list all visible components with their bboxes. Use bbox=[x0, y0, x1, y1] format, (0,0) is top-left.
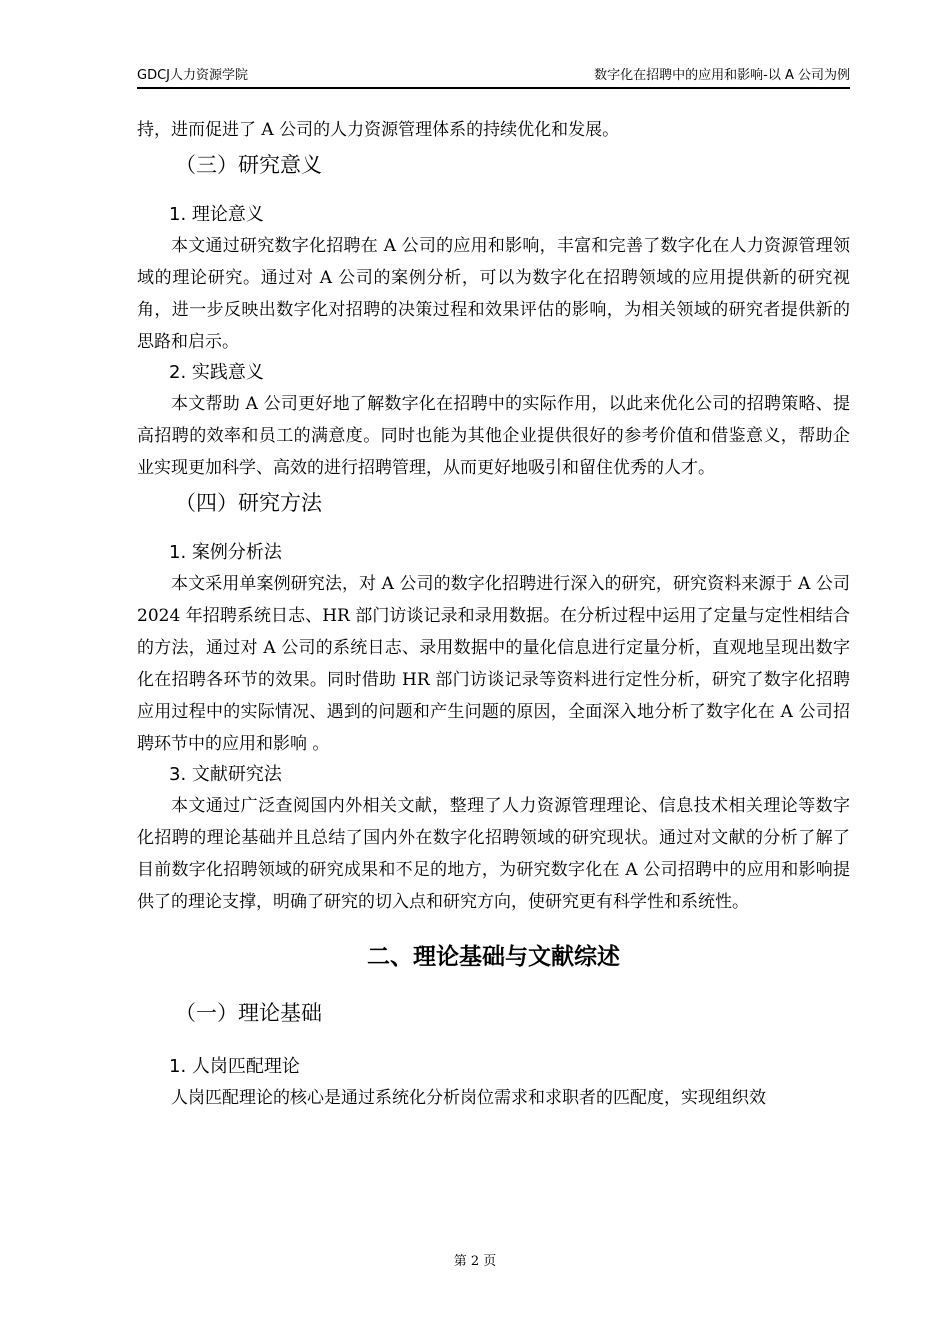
page-body bbox=[137, 114, 850, 1114]
heading-person-job-fit: 1. 人岗匹配理论 bbox=[169, 1056, 300, 1077]
heading-theoretical-basis: （一）理论基础 bbox=[175, 1001, 322, 1025]
header-title: 数字化在招聘中的应用和影响-以 A 公司为例 bbox=[594, 68, 850, 83]
paragraph-theoretical-significance: 本文通过研究数字化招聘在 A 公司的应用和影响，丰富和完善了数字化在人力资源管理领域的理论研究。通过对 A 公司的案例分析，可以为数字化在招聘领域的应用提供新的研究视角，进一步反映出数字化对招聘的决策过程和效果评估的影响，为相关领域的研究者提供新的思路和启示。 bbox=[137, 236, 850, 352]
heading-case-study: 1. 案例分析法 bbox=[169, 542, 282, 563]
paragraph-literature-research: 本文通过广泛查阅国内外相关文献，整理了人力资源管理理论、信息技术相关理论等数字化招聘的理论基础并且总结了国内外在数字化招聘领域的研究现状。通过对文献的分析了解了目前数字化招聘领域的研究成果和不足的地方，为研究数字化在 A 公司招聘中的应用和影响提供了的理论支撑，明确了研究的切入点和研究方向，使研究更有科学性和系统性。 bbox=[137, 796, 850, 912]
heading-literature-research: 3. 文献研究法 bbox=[169, 764, 282, 785]
chapter-title: 二、理论基础与文献综述 bbox=[367, 944, 620, 970]
paragraph-continuation: 持，进而促进了 A 公司的人力资源管理体系的持续优化和发展。 bbox=[137, 120, 620, 140]
header-institution: GDCJ人力资源学院 bbox=[137, 68, 248, 83]
paragraph-case-study: 本文采用单案例研究法，对 A 公司的数字化招聘进行深入的研究，研究资料来源于 A 公司 2024 年招聘系统日志、HR 部门访谈记录和录用数据。在分析过程中运用了定量与定性相结合的方法，通过对 A 公司的系统日志、录用数据中的量化信息进行定量分析，直观地呈现出数字化在招聘各环节的效果。同时借助 HR 部门访谈记录等资料进行定性分析，研究了数字化招聘应用过程中的实际情况、遇到的问题和产生问题的原因，全面深入地分析了数字化在 A 公司招聘环节中的应用和影响 。 bbox=[137, 574, 850, 754]
header-divider bbox=[137, 87, 850, 89]
page-number: 第 2 页 bbox=[453, 1254, 497, 1269]
paragraph-practical-significance: 本文帮助 A 公司更好地了解数字化在招聘中的实际作用，以此来优化公司的招聘策略、提高招聘的效率和员工的满意度。同时也能为其他企业提供很好的参考价值和借鉴意义，帮助企业实现更加科学、高效的进行招聘管理，从而更好地吸引和留住优秀的人才。 bbox=[137, 394, 850, 478]
heading-research-methods: （四）研究方法 bbox=[175, 491, 322, 515]
paragraph-person-job-fit: 人岗匹配理论的核心是通过系统化分析岗位需求和求职者的匹配度，实现组织效 bbox=[171, 1088, 766, 1108]
heading-practical-significance: 2. 实践意义 bbox=[169, 362, 264, 383]
heading-theoretical-significance: 1. 理论意义 bbox=[169, 204, 264, 225]
heading-research-significance: （三）研究意义 bbox=[175, 153, 322, 177]
